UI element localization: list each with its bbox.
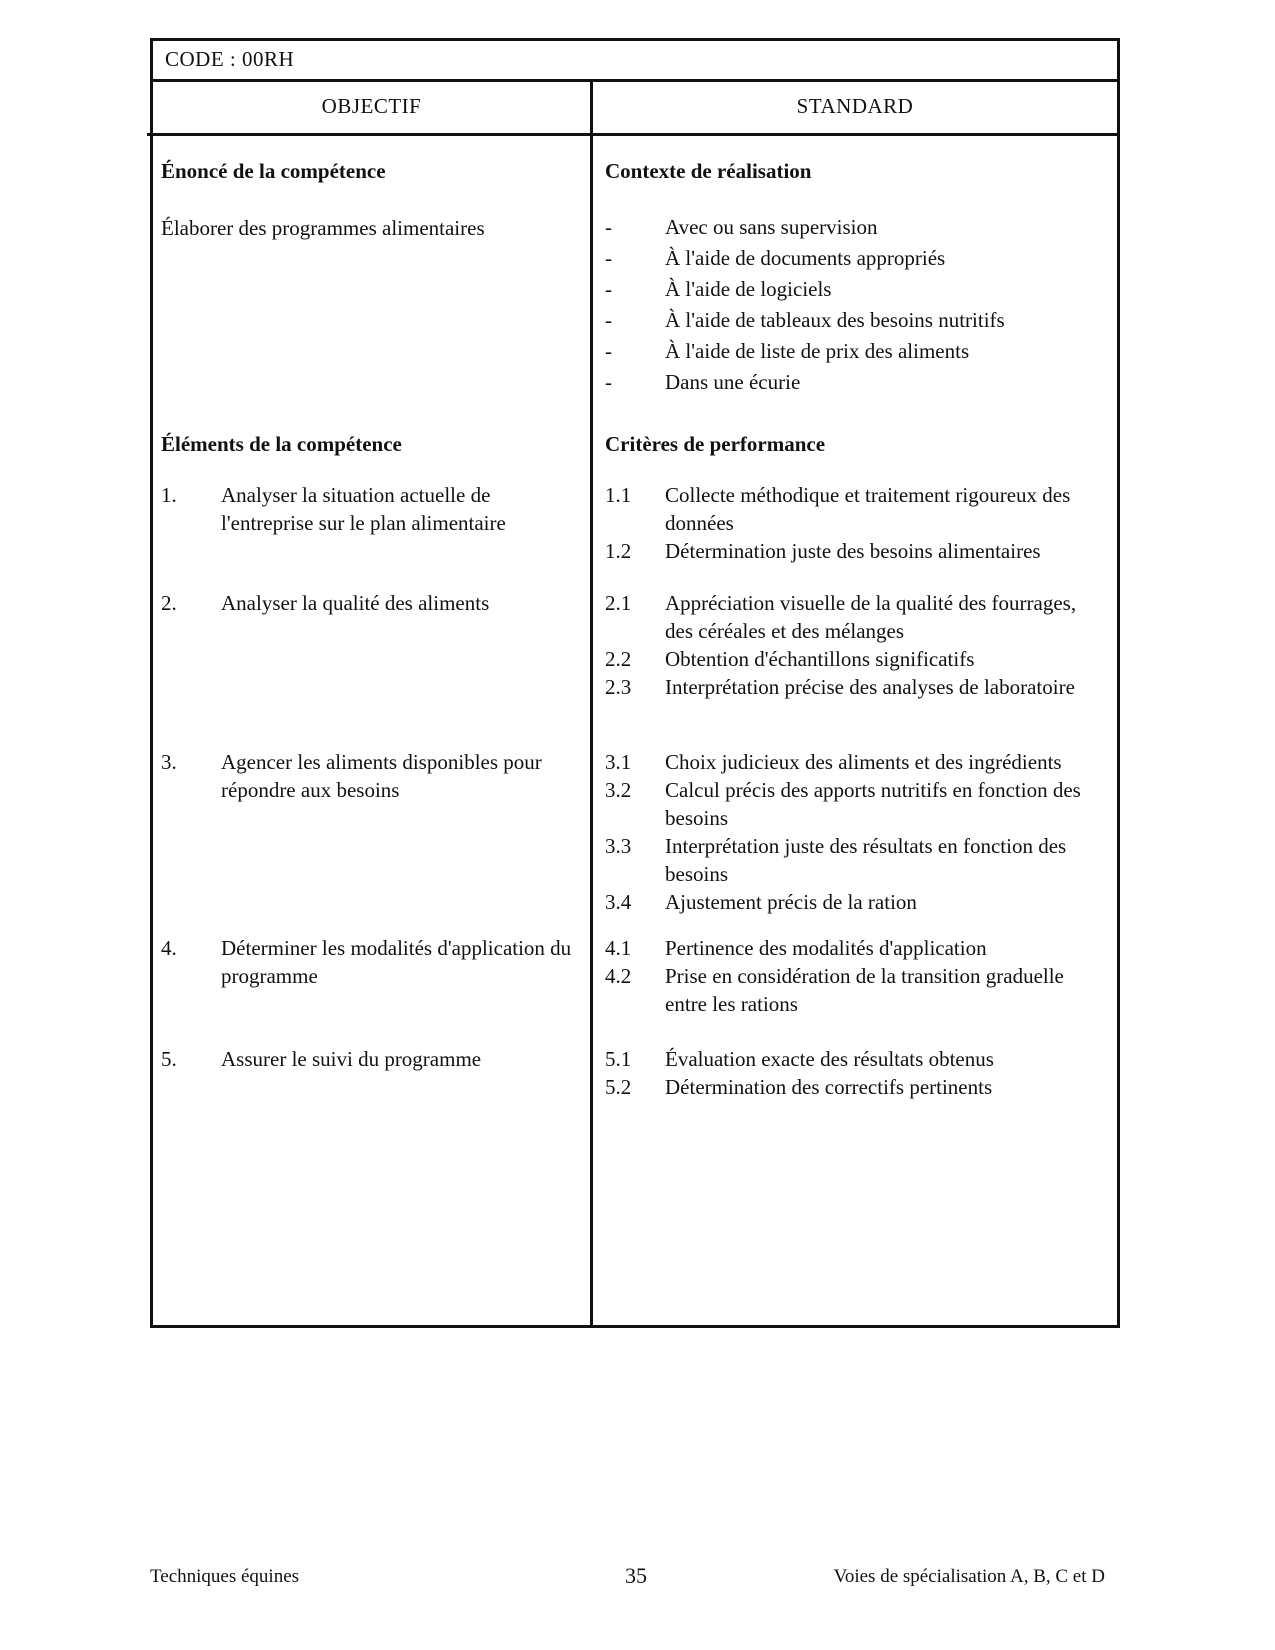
column-divider — [590, 79, 593, 1325]
criteria-list — [605, 481, 1105, 565]
element-item — [161, 1045, 581, 1073]
contexte-item — [605, 243, 1105, 274]
criterion-number: 3.4 — [605, 890, 632, 914]
criterion-number: 2.1 — [605, 591, 632, 615]
contexte-text: À l'aide de documents appropriés — [665, 246, 946, 270]
criterion-item — [605, 1073, 1105, 1101]
criteria-list — [605, 934, 1105, 1018]
header-divider — [147, 133, 1117, 136]
element-row — [161, 748, 581, 804]
contexte-item — [605, 212, 1105, 243]
criterion-text: Prise en considération de la transition graduelle entre les rations — [665, 964, 1064, 1016]
element-row — [161, 934, 581, 990]
criterion-text: Pertinence des modalités d'application — [665, 936, 987, 960]
header-standard: STANDARD — [796, 94, 914, 118]
criterion-number: 3.3 — [605, 834, 632, 858]
contexte-item — [605, 367, 1105, 398]
criterion-number: 1.2 — [605, 539, 632, 563]
criterion-number: 4.2 — [605, 964, 632, 988]
criterion-item — [605, 673, 1105, 701]
element-text: Agencer les aliments disponibles pour répondre aux besoins — [221, 750, 542, 802]
criterion-item — [605, 481, 1105, 537]
criteria-list — [605, 748, 1105, 916]
contexte-heading: Contexte de réalisation — [605, 159, 812, 183]
element-number: 2. — [161, 591, 177, 615]
criterion-number: 1.1 — [605, 483, 632, 507]
elements-heading: Éléments de la compétence — [161, 432, 402, 456]
criterion-number: 5.1 — [605, 1047, 632, 1071]
criterion-item — [605, 1045, 1105, 1073]
bullet: - — [605, 215, 612, 239]
element-item — [161, 934, 581, 990]
criterion-number: 2.3 — [605, 675, 632, 699]
criterion-number: 3.2 — [605, 778, 632, 802]
criteres-heading: Critères de performance — [605, 432, 826, 456]
element-number: 3. — [161, 750, 177, 774]
enonce-heading: Énoncé de la compétence — [161, 159, 386, 183]
criterion-item — [605, 589, 1105, 645]
element-item — [161, 481, 581, 537]
criterion-text: Évaluation exacte des résultats obtenus — [665, 1047, 994, 1071]
criteria-list — [605, 1045, 1105, 1101]
contexte-text: À l'aide de tableaux des besoins nutritifs — [665, 308, 1005, 332]
enonce-text: Élaborer des programmes alimentaires — [161, 216, 485, 240]
element-text: Déterminer les modalités d'application du programme — [221, 936, 572, 988]
competency-table — [150, 38, 1120, 1328]
criterion-text: Ajustement précis de la ration — [665, 890, 917, 914]
contexte-text: À l'aide de liste de prix des aliments — [665, 339, 970, 363]
criterion-item — [605, 832, 1105, 888]
contexte-text: Avec ou sans supervision — [665, 215, 878, 239]
criterion-item — [605, 776, 1105, 832]
criterion-item — [605, 962, 1105, 1018]
criterion-text: Obtention d'échantillons significatifs — [665, 647, 975, 671]
criterion-item — [605, 888, 1105, 916]
criterion-item — [605, 537, 1105, 565]
page-number: 35 — [625, 1563, 647, 1588]
criterion-item — [605, 645, 1105, 673]
contexte-item — [605, 336, 1105, 367]
contexte-item — [605, 274, 1105, 305]
element-number: 5. — [161, 1047, 177, 1071]
criterion-number: 5.2 — [605, 1075, 632, 1099]
element-row — [161, 1045, 581, 1073]
element-text: Assurer le suivi du programme — [221, 1047, 482, 1071]
criterion-text: Choix judicieux des aliments et des ingrédients — [665, 750, 1062, 774]
criterion-text: Calcul précis des apports nutritifs en fonction des besoins — [665, 778, 1081, 830]
criterion-number: 3.1 — [605, 750, 632, 774]
bullet: - — [605, 370, 612, 394]
code-label: CODE : 00RH — [153, 41, 1117, 82]
criterion-number: 4.1 — [605, 936, 632, 960]
footer-right: Voies de spécialisation A, B, C et D — [833, 1566, 1105, 1587]
element-number: 1. — [161, 483, 177, 507]
bullet: - — [605, 339, 612, 363]
contexte-text: Dans une écurie — [665, 370, 801, 394]
criteria-list — [605, 589, 1105, 701]
element-text: Analyser la situation actuelle de l'entreprise sur le plan alimentaire — [221, 483, 506, 535]
criterion-item — [605, 748, 1105, 776]
criterion-text: Détermination des correctifs pertinents — [665, 1075, 993, 1099]
criterion-item — [605, 934, 1105, 962]
criterion-number: 2.2 — [605, 647, 632, 671]
contexte-item — [605, 305, 1105, 336]
criterion-text: Interprétation précise des analyses de laboratoire — [665, 675, 1075, 699]
criterion-text: Appréciation visuelle de la qualité des fourrages, des céréales et des mélanges — [665, 591, 1077, 643]
contexte-list — [605, 212, 1105, 398]
element-text: Analyser la qualité des aliments — [221, 591, 490, 615]
element-item — [161, 589, 581, 617]
contexte-text: À l'aide de logiciels — [665, 277, 832, 301]
criterion-text: Interprétation juste des résultats en fonction des besoins — [665, 834, 1067, 886]
criterion-text: Collecte méthodique et traitement rigoureux des données — [665, 483, 1071, 535]
element-item — [161, 748, 581, 804]
criterion-text: Détermination juste des besoins alimentaires — [665, 539, 1041, 563]
bullet: - — [605, 277, 612, 301]
element-row — [161, 589, 581, 617]
bullet: - — [605, 246, 612, 270]
header-objectif: OBJECTIF — [321, 94, 422, 118]
bullet: - — [605, 308, 612, 332]
element-number: 4. — [161, 936, 177, 960]
element-row — [161, 481, 581, 537]
footer-left: Techniques équines — [150, 1566, 300, 1587]
